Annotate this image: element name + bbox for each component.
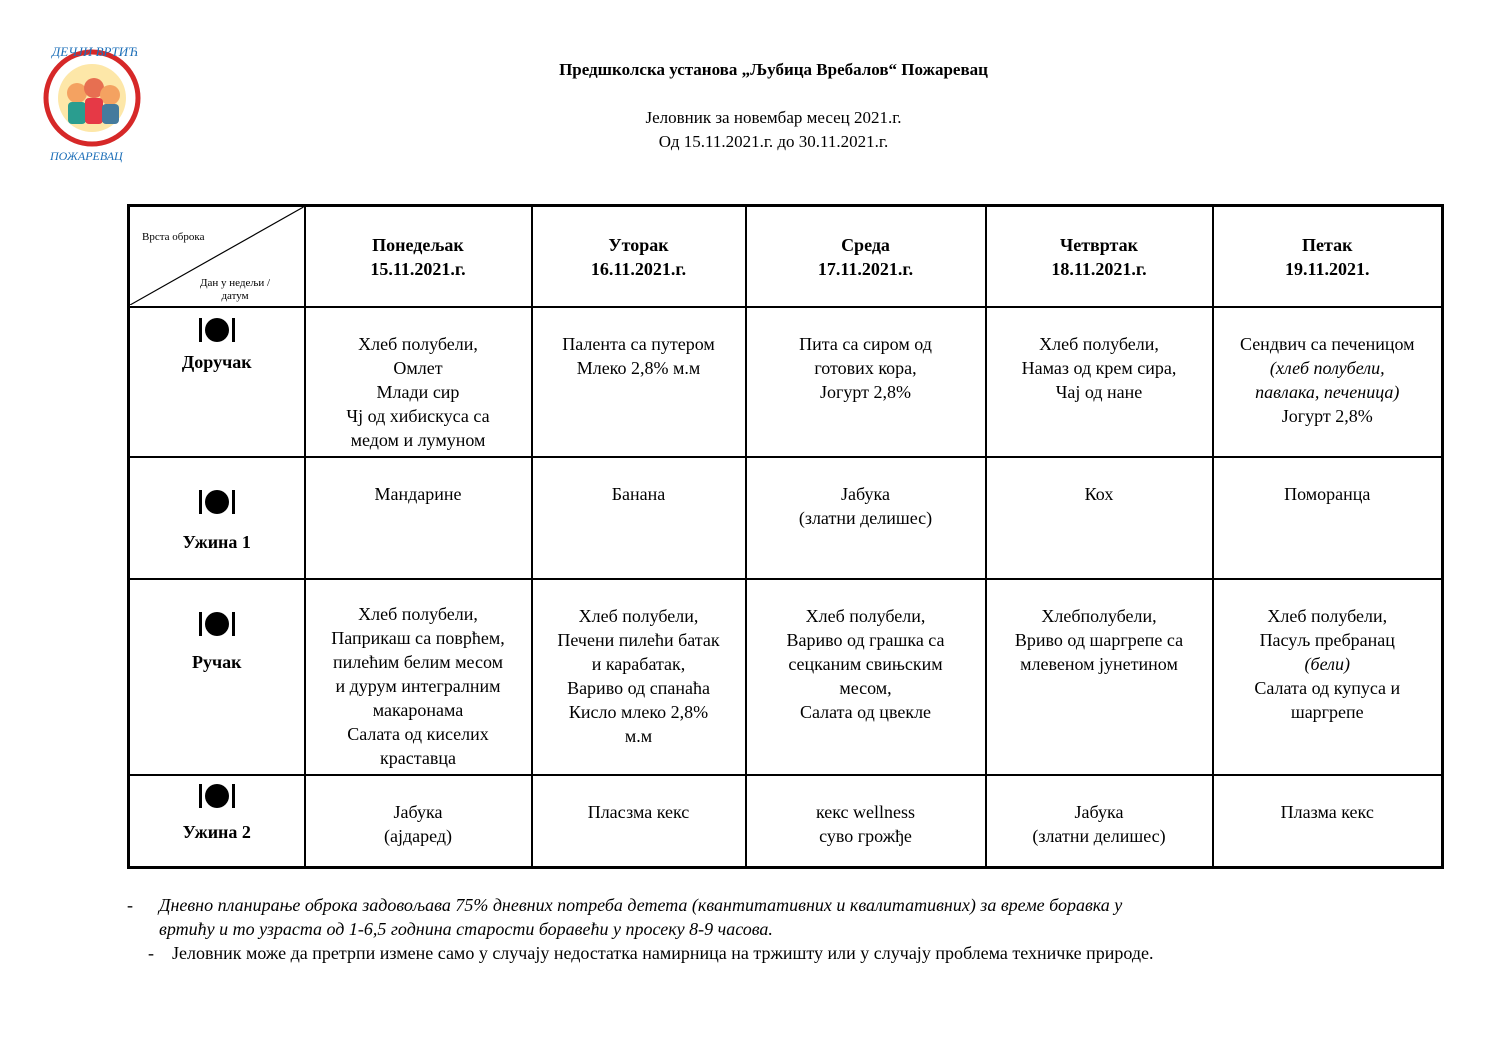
menu-line: млевеном јунетином (1020, 653, 1178, 674)
snack1-row (129, 457, 1443, 579)
menu-line: павлака, печеница) (1255, 381, 1400, 402)
meal-label-breakfast (129, 307, 305, 457)
menu-line: Пасуљ пребранац (1259, 629, 1395, 650)
date-range: Од 15.11.2021.г. до 30.11.2021.г. (658, 132, 889, 151)
meal-label-breakfast-text: Доручак (181, 351, 252, 372)
meal-label-snack2-text: Ужина 2 (182, 821, 251, 842)
breakfast-friday (1213, 307, 1443, 457)
day-header-wednesday: Среда 17.11.2021.г. (746, 206, 986, 307)
meal-label-lunch-text: Ручак (191, 651, 242, 672)
menu-line: Јабука (841, 483, 890, 504)
menu-line: Мандарине (374, 483, 462, 504)
menu-line: Омлет (393, 357, 443, 378)
note-dash: - (127, 895, 133, 915)
day-header-monday: Понедељак 15.11.2021.г. (305, 206, 532, 307)
meal-label-snack1-text: Ужина 1 (182, 531, 251, 552)
menu-line: Хлеб полубели, (1267, 605, 1388, 626)
meal-label-snack1 (129, 457, 305, 579)
menu-line: Печени пилећи батак (557, 629, 720, 650)
menu-line: Паприкаш са поврћем, (331, 627, 505, 648)
snack1-tuesday (532, 457, 746, 579)
breakfast-wednesday (746, 307, 986, 457)
snack1-wednesday (746, 457, 986, 579)
menu-line: Чј од хибискуса са (346, 405, 490, 426)
menu-line: Салата од цвекле (799, 701, 932, 722)
breakfast-monday (305, 307, 532, 457)
menu-line: Хлебполубели, (1041, 605, 1157, 626)
menu-line: Кисло млеко 2,8% (568, 701, 709, 722)
snack2-monday (305, 775, 532, 868)
menu-line: Млади сир (376, 381, 460, 402)
menu-line: (златни делишес) (798, 507, 933, 528)
menu-line: Поморанца (1284, 483, 1371, 504)
menu-line: Хлеб полубели, (805, 605, 926, 626)
menu-line: м.м (624, 725, 653, 746)
plate-cutlery-icon (197, 782, 237, 810)
menu-line: Сендвич са печеницом (1239, 333, 1415, 354)
day-header-thursday: Четвртак 18.11.2021.г. (986, 206, 1213, 307)
menu-line: Пласзма кекс (587, 801, 690, 822)
corner-day-date: Дан у недељи / датум (200, 277, 271, 302)
menu-line: Хлеб полубели, (578, 605, 699, 626)
institution-title: Предшколска установа „Љубица Вребалов“ Пожаревац (559, 60, 988, 79)
breakfast-tuesday (532, 307, 746, 457)
lunch-friday (1213, 579, 1443, 775)
meal-label-lunch (129, 579, 305, 775)
snack1-thursday (986, 457, 1213, 579)
menu-line: краставца (380, 747, 456, 768)
plate-cutlery-icon (197, 316, 237, 344)
menu-line: Кох (1084, 483, 1114, 504)
corner-meal-type: Врста оброка (142, 231, 205, 243)
menu-line: (бели) (1304, 653, 1350, 674)
meal-label-snack2 (129, 775, 305, 868)
menu-line: Вариво од спанаћа (567, 677, 710, 698)
plate-cutlery-icon (197, 488, 237, 516)
day-header-friday: Петак 19.11.2021. (1213, 206, 1443, 307)
menu-line: Хлеб полубели, (1039, 333, 1159, 354)
lunch-row (129, 579, 1443, 775)
menu-line: готових кора, (814, 357, 917, 378)
snack1-monday (305, 457, 532, 579)
menu-line: Палента са путером (562, 333, 715, 354)
notes (127, 893, 1427, 941)
note-nutrition: - Дневно планирање оброка задовољава 75% дневних потреба детета (квантитативних и квалитативних) за време боравка у вртићу и то узраста од 1-6,5 годнина старости боравећи у просеку 8-9 часова. (127, 895, 1123, 939)
menu-line: Хлеб полубели, (358, 603, 478, 624)
menu-line: Јогурт 2,8% (819, 381, 911, 402)
menu-line: Млеко 2,8% м.м (576, 357, 701, 378)
menu-line: Намаз од крем сира, (1021, 357, 1177, 378)
menu-line: и дурум интегралним (335, 675, 501, 696)
snack2-friday (1213, 775, 1443, 868)
corner-cell (129, 206, 305, 307)
menu-line: шаргрепе (1290, 701, 1364, 722)
menu-line: Јабука (393, 801, 443, 822)
menu-line: (хлеб полубели, (1269, 357, 1385, 378)
snack1-friday (1213, 457, 1443, 579)
day-header-row (129, 206, 1443, 307)
menu-line: Хлеб полубели, (358, 333, 478, 354)
menu-line: Јогурт 2,8% (1281, 405, 1373, 426)
plate-cutlery-icon (197, 610, 237, 638)
menu-line: пилећим белим месом (332, 651, 504, 672)
menu-line: сецканим свињским (788, 653, 943, 674)
menu-line: суво грожђе (819, 825, 912, 846)
menu-line: (златни делишес) (1032, 825, 1166, 846)
menu-line: Вариво од грашка са (786, 629, 945, 650)
menu-line: и карабатак, (591, 653, 686, 674)
menu-line: Вриво од шаргрепе са (1014, 629, 1184, 650)
menu-title: Јеловник за новембар месец 2021.г. (645, 108, 902, 127)
menu-line: Плазма кекс (1280, 801, 1374, 822)
lunch-monday (305, 579, 532, 775)
menu-line: Чај од нане (1055, 381, 1143, 402)
menu-line: макаронама (372, 699, 464, 720)
snack2-wednesday (746, 775, 986, 868)
menu-line: Јабука (1074, 801, 1124, 822)
lunch-wednesday (746, 579, 986, 775)
snack2-tuesday (532, 775, 746, 868)
lunch-thursday (986, 579, 1213, 775)
menu-line: Банана (611, 483, 666, 504)
menu-line: медом и лумуном (350, 429, 486, 450)
breakfast-thursday (986, 307, 1213, 457)
note-changes: - Јеловник може да претрпи измене само у случају недостатка намирница на тржишту или у случају проблема техничке природе. (148, 943, 1154, 963)
menu-line: Салата од купуса и (1254, 677, 1401, 698)
menu-line: месом, (839, 677, 892, 698)
snack2-row (129, 775, 1443, 868)
menu-line: Пита са сиром од (799, 333, 932, 354)
day-header-tuesday: Уторак 16.11.2021.г. (532, 206, 746, 307)
menu-line: (ајдаред) (383, 825, 453, 846)
note-dash: - (148, 943, 154, 963)
menu-line: Салата од киселих (347, 723, 489, 744)
logo-top-text: ДЕЧЈИ ВРТИЋ (52, 44, 139, 59)
menu-line: кекс wellness (815, 801, 916, 822)
snack2-thursday (986, 775, 1213, 868)
breakfast-row (129, 307, 1443, 457)
logo-bottom-text: ПОЖАРЕВАЦ (50, 149, 123, 163)
menu-table (127, 204, 1444, 869)
lunch-tuesday (532, 579, 746, 775)
